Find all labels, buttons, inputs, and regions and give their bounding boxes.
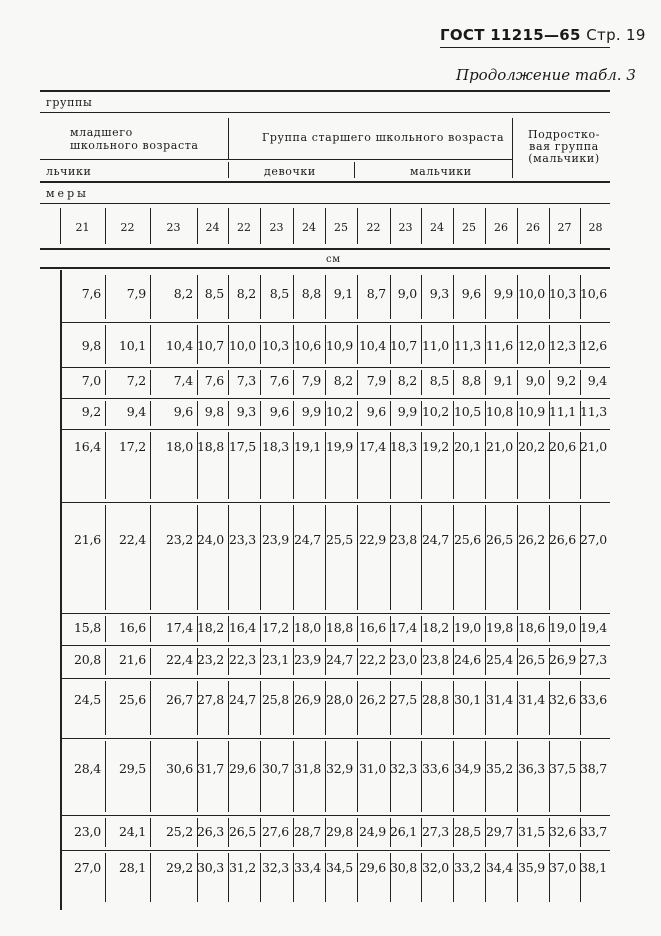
table-cell: 8,2 — [333, 373, 353, 388]
table-cell: 9,9 — [301, 404, 321, 419]
table-cell: 9,6 — [366, 404, 386, 419]
group-junior-header: младшего школьного возраста — [70, 126, 199, 152]
size-number: 25 — [334, 221, 348, 234]
table-cell: 12,3 — [549, 338, 577, 353]
rule — [228, 505, 229, 610]
rule — [293, 505, 294, 610]
table-cell: 10,2 — [421, 404, 449, 419]
rule — [421, 681, 422, 735]
rule — [390, 681, 391, 735]
table-cell: 25,4 — [485, 652, 513, 667]
table-cell: 27,3 — [421, 824, 449, 839]
table-cell: 26,2 — [358, 692, 386, 707]
rule — [62, 367, 610, 368]
page-header — [440, 26, 646, 44]
table-cell: 30,7 — [261, 761, 289, 776]
table-cell: 9,1 — [493, 373, 513, 388]
table-cell: 21,0 — [485, 439, 513, 454]
table-cell: 23,9 — [293, 652, 321, 667]
table-left-border — [60, 270, 62, 910]
table-cell: 17,4 — [390, 620, 418, 635]
rule — [549, 681, 550, 735]
table-cell: 33,2 — [453, 860, 481, 875]
table-cell: 8,8 — [461, 373, 481, 388]
unit-label: см — [326, 254, 341, 265]
table-cell: 20,2 — [517, 439, 545, 454]
table-cell: 7,6 — [81, 286, 101, 301]
table-cell: 9,6 — [173, 404, 193, 419]
table-cell: 29,2 — [165, 860, 193, 875]
table-cell: 8,8 — [301, 286, 321, 301]
table-cell: 25,2 — [165, 824, 193, 839]
size-number: 23 — [166, 221, 181, 234]
table-cell: 38,7 — [580, 761, 608, 776]
table-cell: 10,3 — [261, 338, 289, 353]
table-cell: 27,3 — [580, 652, 608, 667]
table-cell: 8,5 — [204, 286, 224, 301]
table-cell: 28,0 — [325, 692, 353, 707]
rule — [325, 505, 326, 610]
table-cell: 36,3 — [517, 761, 545, 776]
table-caption: Продолжение табл. 3 — [456, 66, 636, 84]
table-cell: 27,6 — [261, 824, 289, 839]
rule — [62, 613, 610, 614]
size-number: 26 — [526, 221, 540, 234]
table-cell: 18,3 — [261, 439, 289, 454]
rule — [485, 505, 486, 610]
size-number: 28 — [588, 221, 603, 234]
table-cell: 23,9 — [261, 532, 289, 547]
sizes-label: меры — [46, 187, 89, 200]
rule — [390, 505, 391, 610]
rule — [354, 162, 355, 178]
rule — [228, 118, 229, 160]
table-cell: 8,2 — [236, 286, 256, 301]
table-cell: 22,2 — [358, 652, 386, 667]
table-cell: 7,9 — [301, 373, 321, 388]
subgroup-boys-left: льчики — [46, 165, 92, 178]
rule — [150, 741, 151, 812]
rule — [228, 741, 229, 812]
table-cell: 33,6 — [580, 692, 608, 707]
table-cell: 30,1 — [453, 692, 481, 707]
table-cell: 24,0 — [197, 532, 225, 547]
group-senior-header: Группа старшего школьного возраста — [262, 131, 505, 144]
table-cell: 10,6 — [580, 286, 608, 301]
page-number: Стр. 19 — [586, 26, 646, 44]
table-cell: 10,0 — [517, 286, 545, 301]
table-cell: 31,0 — [358, 761, 386, 776]
size-number: 27 — [557, 221, 572, 234]
table-cell: 17,4 — [165, 620, 193, 635]
table-cell: 38,1 — [580, 860, 608, 875]
table-cell: 8,5 — [269, 286, 289, 301]
table-cell: 18,2 — [197, 620, 225, 635]
table-top-rule — [40, 90, 610, 92]
table-cell: 33,6 — [421, 761, 449, 776]
rule — [517, 681, 518, 735]
table-cell: 34,9 — [453, 761, 481, 776]
table-cell: 22,4 — [165, 652, 193, 667]
table-cell: 8,2 — [173, 286, 193, 301]
table-cell: 21,6 — [118, 652, 146, 667]
table-cell: 10,7 — [390, 338, 418, 353]
rule — [517, 741, 518, 812]
table-cell: 32,6 — [549, 824, 577, 839]
table-cell: 24,7 — [421, 532, 449, 547]
table-cell: 9,4 — [587, 373, 607, 388]
table-cell: 7,0 — [81, 373, 101, 388]
table-cell: 19,1 — [293, 439, 321, 454]
table-cell: 9,0 — [397, 286, 417, 301]
size-number: 23 — [398, 221, 413, 234]
table-cell: 18,8 — [197, 439, 225, 454]
table-cell: 26,6 — [549, 532, 577, 547]
rule — [40, 159, 512, 160]
table-cell: 18,8 — [325, 620, 353, 635]
rule — [260, 505, 261, 610]
table-cell: 25,6 — [118, 692, 146, 707]
subgroup-boys: мальчики — [410, 165, 472, 178]
table-cell: 31,7 — [197, 761, 225, 776]
table-cell: 10,4 — [358, 338, 386, 353]
table-cell: 10,0 — [228, 338, 256, 353]
table-cell: 31,8 — [293, 761, 321, 776]
table-cell: 11,3 — [453, 338, 481, 353]
table-cell: 20,8 — [73, 652, 101, 667]
rule — [197, 505, 198, 610]
table-cell: 7,3 — [236, 373, 256, 388]
rule — [580, 741, 581, 812]
table-cell: 26,5 — [517, 652, 545, 667]
table-cell: 18,2 — [421, 620, 449, 635]
table-cell: 9,6 — [461, 286, 481, 301]
table-cell: 25,8 — [261, 692, 289, 707]
table-cell: 34,4 — [485, 860, 513, 875]
table-cell: 35,2 — [485, 761, 513, 776]
table-cell: 26,5 — [485, 532, 513, 547]
rule — [62, 429, 610, 430]
table-cell: 30,3 — [197, 860, 225, 875]
table-cell: 7,9 — [126, 286, 146, 301]
rule — [485, 741, 486, 812]
rule — [549, 741, 550, 812]
table-cell: 8,5 — [429, 373, 449, 388]
table-cell: 11,6 — [485, 338, 513, 353]
table-cell: 23,8 — [421, 652, 449, 667]
rule — [453, 505, 454, 610]
table-cell: 23,0 — [73, 824, 101, 839]
table-cell: 32,3 — [390, 761, 418, 776]
rule — [105, 741, 106, 812]
size-number: 22 — [120, 221, 135, 234]
table-cell: 31,4 — [485, 692, 513, 707]
rule — [512, 118, 513, 178]
rule — [150, 681, 151, 735]
size-number: 25 — [462, 221, 476, 234]
table-cell: 22,9 — [358, 532, 386, 547]
rule — [421, 741, 422, 812]
table-cell: 10,9 — [517, 404, 545, 419]
table-cell: 23,0 — [390, 652, 418, 667]
table-cell: 10,8 — [485, 404, 513, 419]
size-number: 23 — [269, 221, 284, 234]
table-cell: 7,4 — [173, 373, 193, 388]
rule — [228, 162, 229, 178]
table-cell: 10,2 — [325, 404, 353, 419]
table-cell: 9,9 — [493, 286, 513, 301]
table-cell: 17,4 — [358, 439, 386, 454]
table-cell: 28,1 — [118, 860, 146, 875]
table-cell: 21,6 — [73, 532, 101, 547]
table-cell: 15,8 — [73, 620, 101, 635]
rule — [62, 850, 610, 851]
table-cell: 7,6 — [269, 373, 289, 388]
table-cell: 16,4 — [73, 439, 101, 454]
size-number: 24 — [302, 221, 316, 234]
table-cell: 23,3 — [228, 532, 256, 547]
table-cell: 23,8 — [390, 532, 418, 547]
rule — [62, 322, 610, 323]
table-cell: 27,8 — [197, 692, 225, 707]
rule — [357, 681, 358, 735]
table-cell: 24,5 — [73, 692, 101, 707]
table-cell: 12,6 — [580, 338, 608, 353]
rule — [228, 681, 229, 735]
table-cell: 20,6 — [549, 439, 577, 454]
table-cell: 16,4 — [228, 620, 256, 635]
table-cell: 30,6 — [165, 761, 193, 776]
rule — [40, 112, 610, 113]
rule — [62, 502, 610, 503]
rule — [40, 181, 610, 183]
table-cell: 9,2 — [556, 373, 576, 388]
table-cell: 26,5 — [228, 824, 256, 839]
table-cell: 24,6 — [453, 652, 481, 667]
table-cell: 9,1 — [333, 286, 353, 301]
table-cell: 9,3 — [429, 286, 449, 301]
table-cell: 9,8 — [204, 404, 224, 419]
table-cell: 10,1 — [118, 338, 146, 353]
table-cell: 19,9 — [325, 439, 353, 454]
table-cell: 10,4 — [165, 338, 193, 353]
table-cell: 33,4 — [293, 860, 321, 875]
table-cell: 24,9 — [358, 824, 386, 839]
table-cell: 29,7 — [485, 824, 513, 839]
standard-number: ГОСТ 11215—65 — [440, 26, 581, 44]
rule — [105, 505, 106, 610]
table-cell: 26,1 — [390, 824, 418, 839]
table-cell: 31,4 — [517, 692, 545, 707]
table-cell: 10,5 — [453, 404, 481, 419]
rule — [105, 681, 106, 735]
table-cell: 19,4 — [580, 620, 608, 635]
table-cell: 30,8 — [390, 860, 418, 875]
table-cell: 19,0 — [453, 620, 481, 635]
table-cell: 28,7 — [293, 824, 321, 839]
table-cell: 32,0 — [421, 860, 449, 875]
table-cell: 26,3 — [197, 824, 225, 839]
table-cell: 10,3 — [549, 286, 577, 301]
table-cell: 11,3 — [580, 404, 608, 419]
groups-label: группы — [46, 96, 93, 109]
rule — [453, 741, 454, 812]
size-number: 24 — [205, 221, 220, 234]
table-cell: 24,7 — [228, 692, 256, 707]
table-cell: 17,2 — [118, 439, 146, 454]
table-cell: 16,6 — [118, 620, 146, 635]
size-number: 26 — [494, 221, 508, 234]
subgroup-girls: девочки — [264, 165, 316, 178]
rule — [293, 681, 294, 735]
rule — [390, 741, 391, 812]
table-cell: 27,0 — [73, 860, 101, 875]
size-number: 21 — [75, 221, 90, 234]
table-cell: 7,6 — [204, 373, 224, 388]
table-cell: 24,1 — [118, 824, 146, 839]
table-cell: 18,6 — [517, 620, 545, 635]
header-underline — [440, 47, 610, 48]
table-cell: 27,0 — [580, 532, 608, 547]
table-cell: 20,1 — [453, 439, 481, 454]
table-cell: 17,2 — [261, 620, 289, 635]
table-cell: 9,8 — [81, 338, 101, 353]
table-cell: 7,9 — [366, 373, 386, 388]
rule — [150, 505, 151, 610]
table-cell: 18,0 — [165, 439, 193, 454]
rule — [485, 681, 486, 735]
rule — [325, 741, 326, 812]
table-cell: 29,6 — [358, 860, 386, 875]
table-cell: 7,2 — [126, 373, 146, 388]
size-number: 22 — [237, 221, 251, 234]
rule — [62, 738, 610, 739]
table-cell: 19,8 — [485, 620, 513, 635]
table-cell: 32,9 — [325, 761, 353, 776]
table-cell: 26,9 — [293, 692, 321, 707]
table-cell: 23,1 — [261, 652, 289, 667]
table-cell: 35,9 — [517, 860, 545, 875]
table-cell: 28,8 — [421, 692, 449, 707]
table-cell: 31,5 — [517, 824, 545, 839]
table-cell: 19,0 — [549, 620, 577, 635]
table-cell: 17,5 — [228, 439, 256, 454]
table-cell: 9,2 — [81, 404, 101, 419]
table-cell: 28,4 — [73, 761, 101, 776]
table-cell: 16,6 — [358, 620, 386, 635]
rule — [357, 505, 358, 610]
table-cell: 8,2 — [397, 373, 417, 388]
table-cell: 29,8 — [325, 824, 353, 839]
rule — [580, 505, 581, 610]
rule — [62, 398, 610, 399]
table-cell: 26,9 — [549, 652, 577, 667]
table-cell: 26,2 — [517, 532, 545, 547]
table-cell: 19,2 — [421, 439, 449, 454]
rule — [62, 678, 610, 679]
table-cell: 23,2 — [165, 532, 193, 547]
rule — [357, 741, 358, 812]
rule — [580, 681, 581, 735]
table-cell: 28,5 — [453, 824, 481, 839]
table-cell: 9,3 — [236, 404, 256, 419]
rule — [549, 505, 550, 610]
table-cell: 34,5 — [325, 860, 353, 875]
table-cell: 37,5 — [549, 761, 577, 776]
rule — [325, 681, 326, 735]
table-cell: 10,6 — [293, 338, 321, 353]
table-cell: 32,6 — [549, 692, 577, 707]
table-cell: 12,0 — [517, 338, 545, 353]
rule — [40, 203, 610, 204]
rule — [260, 741, 261, 812]
rule — [62, 815, 610, 816]
group-teen-header: Подростко-вая группа (мальчики) — [527, 128, 601, 165]
table-cell: 25,6 — [453, 532, 481, 547]
table-cell: 9,9 — [397, 404, 417, 419]
table-cell: 23,2 — [197, 652, 225, 667]
table-cell: 18,0 — [293, 620, 321, 635]
rule — [62, 645, 610, 646]
rule — [197, 681, 198, 735]
size-number: 22 — [366, 221, 381, 234]
table-cell: 9,4 — [126, 404, 146, 419]
table-cell: 11,0 — [421, 338, 449, 353]
table-cell: 26,7 — [165, 692, 193, 707]
table-cell: 9,0 — [525, 373, 545, 388]
size-number: 24 — [430, 221, 444, 234]
table-cell: 9,6 — [269, 404, 289, 419]
table-cell: 29,6 — [228, 761, 256, 776]
rule — [260, 681, 261, 735]
table-cell: 25,5 — [325, 532, 353, 547]
table-cell: 11,1 — [549, 404, 577, 419]
table-cell: 31,2 — [228, 860, 256, 875]
table-cell: 37,0 — [549, 860, 577, 875]
table-cell: 22,4 — [118, 532, 146, 547]
rule — [293, 741, 294, 812]
table-cell: 24,7 — [325, 652, 353, 667]
table-cell: 21,0 — [580, 439, 608, 454]
rule — [40, 248, 610, 250]
rule — [40, 267, 610, 269]
table-cell: 18,3 — [390, 439, 418, 454]
rule — [453, 681, 454, 735]
table-cell: 32,3 — [261, 860, 289, 875]
table-cell: 10,9 — [325, 338, 353, 353]
rule — [421, 505, 422, 610]
table-cell: 29,5 — [118, 761, 146, 776]
rule — [517, 505, 518, 610]
table-cell: 24,7 — [293, 532, 321, 547]
table-cell: 8,7 — [366, 286, 386, 301]
table-cell: 10,7 — [197, 338, 225, 353]
table-cell: 22,3 — [228, 652, 256, 667]
rule — [197, 741, 198, 812]
table-cell: 27,5 — [390, 692, 418, 707]
table-cell: 33,7 — [580, 824, 608, 839]
